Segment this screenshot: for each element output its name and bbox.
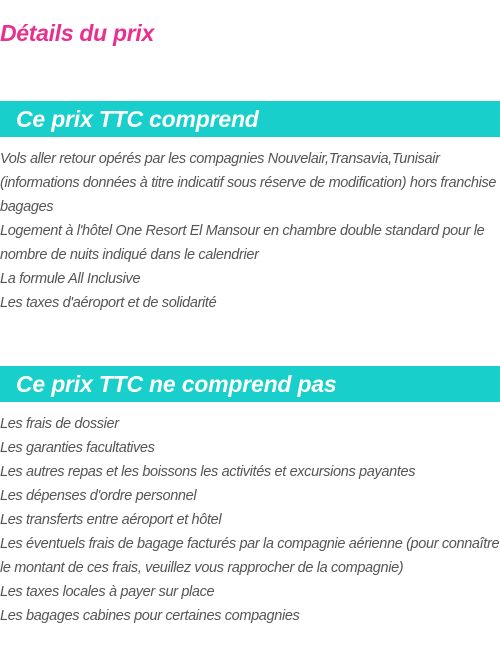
section-header-included: Ce prix TTC comprend — [0, 101, 500, 137]
list-item: Vols aller retour opérés par les compagnies Nouvelair,Transavia,Tunisair (informations données à titre indicatif sous réserve de modification) hors franchise bagages — [0, 151, 497, 215]
list-item: Les bagages cabines pour certaines compagnies — [0, 608, 300, 624]
list-item: Les autres repas et les boissons les activités et excursions payantes — [0, 464, 416, 480]
list-item: Les taxes locales à payer sur place — [0, 584, 215, 600]
excluded-list — [0, 412, 500, 628]
included-list — [0, 147, 500, 315]
list-item: Les frais de dossier — [0, 416, 119, 432]
list-item: Les éventuels frais de bagage facturés par la compagnie aérienne (pour connaître le montant de ces frais, veuillez vous rapprocher de la compagnie) — [0, 536, 500, 576]
list-item: Les dépenses d'ordre personnel — [0, 488, 197, 504]
page-title: Détails du prix — [0, 20, 154, 46]
list-item: Les garanties facultatives — [0, 440, 155, 456]
list-item: Les transferts entre aéroport et hôtel — [0, 512, 222, 528]
list-item: La formule All Inclusive — [0, 271, 141, 287]
section-header-excluded: Ce prix TTC ne comprend pas — [0, 366, 500, 402]
list-item: Logement à l'hôtel One Resort El Mansour en chambre double standard pour le nombre de nuits indiqué dans le calendrier — [0, 223, 485, 263]
list-item: Les taxes d'aéroport et de solidarité — [0, 295, 217, 311]
